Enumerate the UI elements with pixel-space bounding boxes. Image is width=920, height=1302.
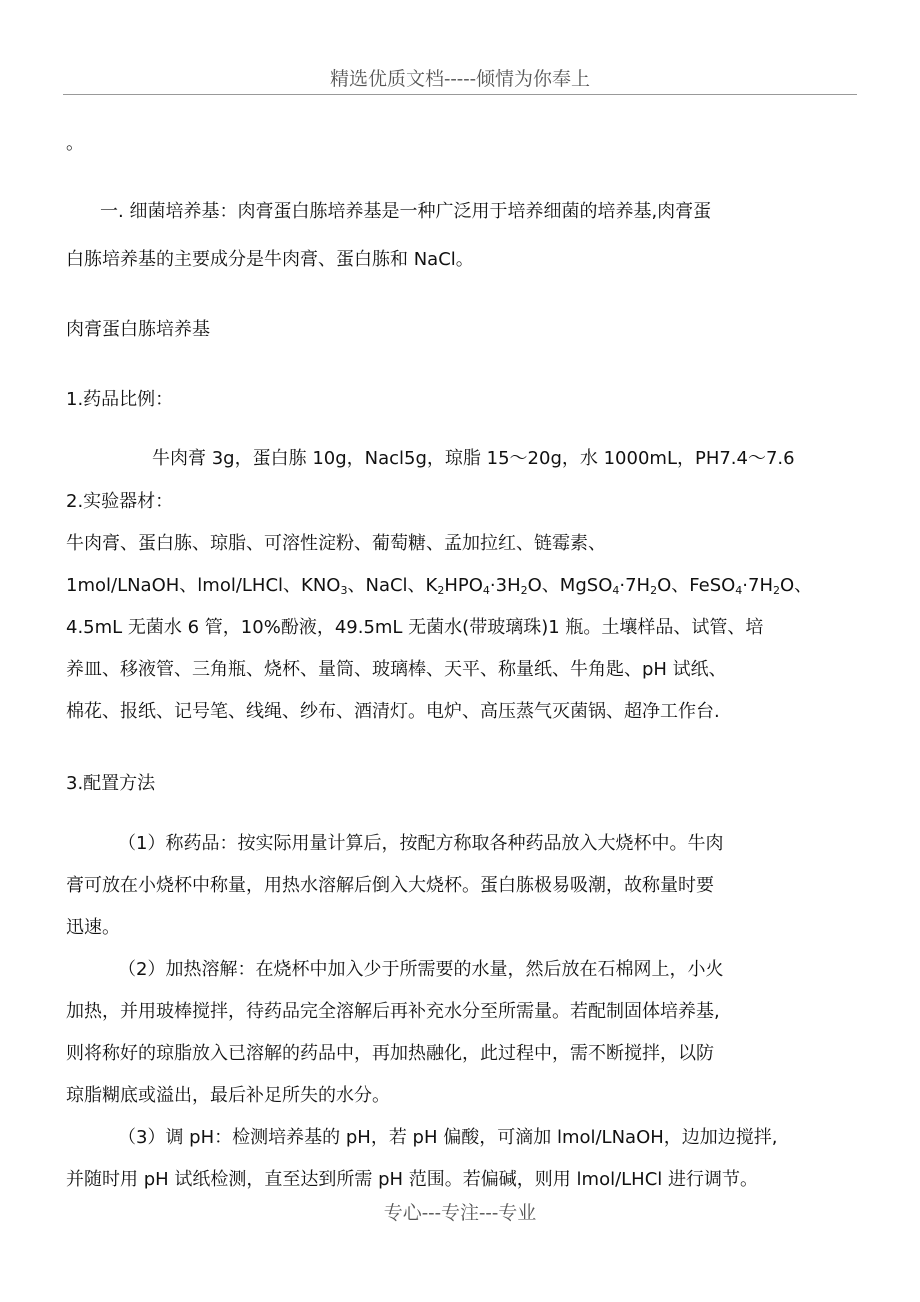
equipment-line-5: 棉花、报纸、记号笔、线绳、纱布、酒清灯。电炉、高压蒸气灭菌锅、超净工作台. [66, 701, 720, 722]
header-divider [63, 94, 857, 95]
step-2-line-4: 琼脂糊底或溢出，最后补足所失的水分。 [66, 1085, 390, 1106]
page-footer: 专心---专注---专业 [383, 1202, 537, 1224]
step-1-line-3: 迅速。 [66, 917, 120, 938]
equipment-line-4: 养皿、移液管、三角瓶、烧杯、量筒、玻璃棒、天平、称量纸、牛角匙、pH 试纸、 [66, 659, 727, 680]
intro-line-1: 一. 细菌培养基：肉膏蛋白胨培养基是一种广泛用于培养细菌的培养基,肉膏蛋 [100, 201, 712, 222]
stray-period: 。 [66, 133, 84, 154]
step-1-line-2: 膏可放在小烧杯中称量，用热水溶解后倒入大烧杯。蛋白胨极易吸潮，故称量时要 [66, 875, 714, 896]
section-title: 肉膏蛋白胨培养基 [66, 319, 210, 340]
page-header: 精选优质文档-----倾情为你奉上 [329, 68, 591, 90]
section-1-content: 牛肉膏 3g，蛋白胨 10g，Nacl5g，琼脂 15～20g，水 1000mL，PH7.4～7.6 [152, 448, 795, 469]
equipment-line-3: 4.5mL 无菌水 6 管，10%酚液，49.5mL 无菌水(带玻璃珠)1 瓶。土壤样品、试管、培 [66, 617, 764, 638]
step-2-line-1: （2）加热溶解：在烧杯中加入少于所需要的水量，然后放在石棉网上，小火 [118, 959, 724, 980]
step-2-line-3: 则将称好的琼脂放入已溶解的药品中，再加热融化，此过程中，需不断搅拌，以防 [66, 1043, 714, 1064]
step-3-line-2: 并随时用 pH 试纸检测，直至达到所需 pH 范围。若偏碱，则用 lmol/LHCl 进行调节。 [66, 1169, 758, 1190]
section-2-title: 2.实验器材： [66, 491, 174, 512]
step-2-line-2: 加热，并用玻棒搅拌，待药品完全溶解后再补充水分至所需量。若配制固体培养基, [66, 1001, 720, 1022]
equipment-line-1: 牛肉膏、蛋白胨、琼脂、可溶性淀粉、葡萄糖、孟加拉红、链霉素、 [66, 533, 606, 554]
section-3-title: 3.配置方法 [66, 773, 156, 794]
step-3-line-1: （3）调 pH：检测培养基的 pH，若 pH 偏酸，可滴加 lmol/LNaOH，边加边搅拌, [118, 1127, 778, 1148]
equipment-line-2: 1mol/LNaOH、lmol/LHCl、$KNO_3$、NaCl、$K_2HPO_4\cdot 3H_2O$、$MgSO_4\cdot 7H_2O$、$FeSO_4\cdot 7H_2O$、 [66, 575, 813, 597]
intro-line-2: 白胨培养基的主要成分是牛肉膏、蛋白胨和 NaCl。 [66, 249, 474, 270]
section-1-title: 1.药品比例： [66, 389, 174, 410]
step-1-line-1: （1）称药品：按实际用量计算后，按配方称取各种药品放入大烧杯中。牛肉 [118, 833, 724, 854]
